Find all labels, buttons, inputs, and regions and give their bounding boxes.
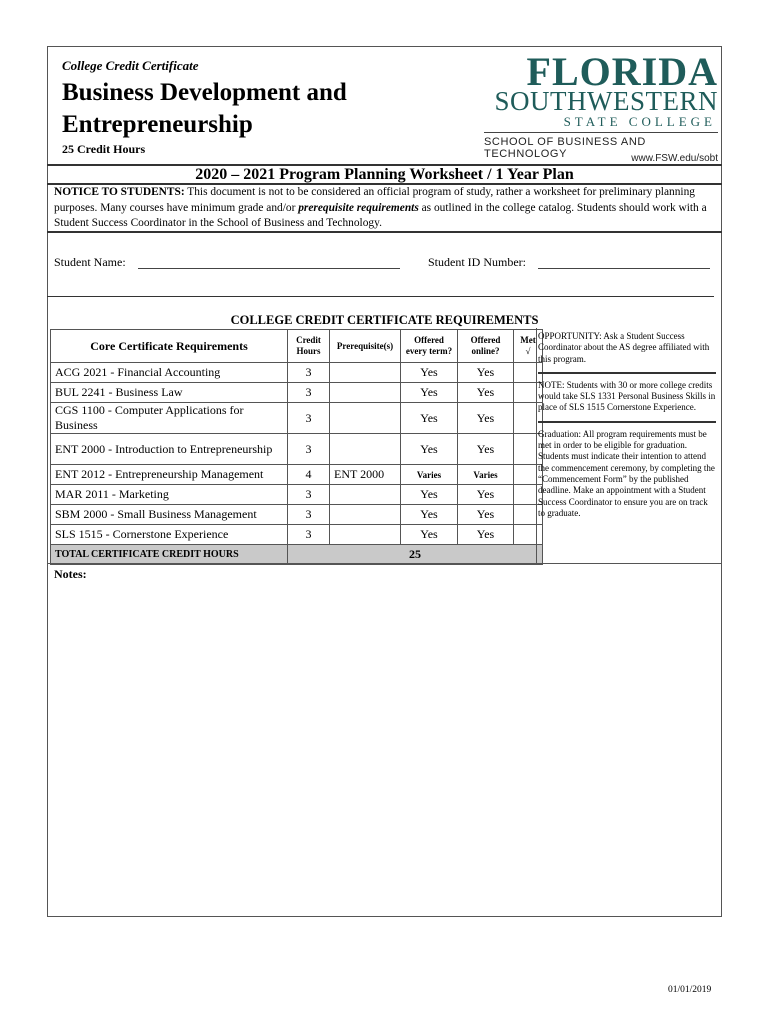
credits-cell: 3 xyxy=(288,383,330,403)
term-cell: Yes xyxy=(401,505,458,525)
footer-date: 01/01/2019 xyxy=(668,985,712,995)
credits-cell: 3 xyxy=(288,403,330,434)
header-core: Core Certificate Requirements xyxy=(51,330,288,363)
header-term: Offered every term? xyxy=(401,330,458,363)
logo-line3: STATE COLLEGE xyxy=(563,114,716,129)
notice-text1: This document is not to be considered an official program of study, rather a worksheet for preliminary planning purposes. Many courses have minimum grade and/or xyxy=(54,186,695,214)
notice-bottom-rule xyxy=(47,231,722,233)
program-title xyxy=(62,77,347,141)
table-row xyxy=(51,485,543,505)
online-cell: Yes xyxy=(458,403,514,434)
credits-cell: 3 xyxy=(288,434,330,465)
notice-label: NOTICE TO STUDENTS: xyxy=(54,186,185,198)
course-cell: SLS 1515 - Cornerstone Experience xyxy=(51,525,288,545)
opportunity-text: OPPORTUNITY: Ask a Student Success Coordinator about the AS degree affiliated with this program. xyxy=(538,331,710,364)
header-met-label: Met xyxy=(520,335,536,345)
online-cell: Yes xyxy=(458,525,514,545)
worksheet-title: 2020 – 2021 Program Planning Worksheet / 1 Year Plan xyxy=(195,166,574,183)
term-cell: Yes xyxy=(401,363,458,383)
requirements-rule xyxy=(47,296,714,297)
logo-line1: FLORIDA xyxy=(526,49,718,94)
term-cell: Yes xyxy=(401,403,458,434)
sidebar-divider xyxy=(538,421,716,423)
certificate-type: College Credit Certificate xyxy=(62,58,199,73)
checkmark-icon: √ xyxy=(525,346,531,356)
college-logo xyxy=(484,49,718,168)
student-id-field[interactable] xyxy=(538,268,710,269)
note-text: NOTE: Students with 30 or more college credits would take SLS 1331 Personal Business Skills in place of SLS 1515 Cornerstone Experience. xyxy=(538,379,716,413)
header-online: Offered online? xyxy=(458,330,514,363)
table-row xyxy=(51,465,543,485)
notice-emphasis: prerequisite requirements xyxy=(298,201,419,214)
sidebar-info xyxy=(538,331,716,519)
online-cell: Yes xyxy=(458,434,514,465)
credits-cell: 3 xyxy=(288,485,330,505)
prereq-cell xyxy=(330,363,401,383)
program-title-line1: Business Development and xyxy=(62,79,347,106)
program-title-line2: Entrepreneurship xyxy=(62,111,253,138)
logo-line2: SOUTHWESTERN xyxy=(494,86,718,116)
requirements-table xyxy=(50,329,543,565)
credit-hours: 25 Credit Hours xyxy=(62,142,146,156)
logo-school: SCHOOL OF BUSINESS AND TECHNOLOGY xyxy=(484,136,646,160)
table-row xyxy=(51,363,543,383)
table-row xyxy=(51,525,543,545)
header-credit: Credit Hours xyxy=(288,330,330,363)
total-row xyxy=(51,545,543,565)
table-header-row xyxy=(51,330,543,363)
term-cell: Yes xyxy=(401,525,458,545)
credits-cell: 4 xyxy=(288,465,330,485)
term-cell: Yes xyxy=(401,383,458,403)
prereq-cell xyxy=(330,525,401,545)
course-cell: ENT 2000 - Introduction to Entrepreneurship xyxy=(51,434,288,465)
prereq-cell xyxy=(330,383,401,403)
course-cell: SBM 2000 - Small Business Management xyxy=(51,505,288,525)
notice-text2: as outlined in the college catalog. Students should work with a Student Success Coordinator in the School of Business and Technology. xyxy=(54,201,707,229)
header-prereq: Prerequisite(s) xyxy=(330,330,401,363)
table-row xyxy=(51,434,543,465)
table-row xyxy=(51,505,543,525)
course-cell: ACG 2021 - Financial Accounting xyxy=(51,363,288,383)
term-cell: Yes xyxy=(401,485,458,505)
online-cell: Yes xyxy=(458,485,514,505)
credits-cell: 3 xyxy=(288,363,330,383)
prereq-cell xyxy=(330,485,401,505)
logo-url[interactable]: www.FSW.edu/sobt xyxy=(631,153,718,164)
student-name-field[interactable] xyxy=(138,268,400,269)
course-cell: MAR 2011 - Marketing xyxy=(51,485,288,505)
course-cell: CGS 1100 - Computer Applications for Business xyxy=(51,403,288,434)
term-cell: Varies xyxy=(401,465,458,485)
credits-cell: 3 xyxy=(288,525,330,545)
online-cell: Yes xyxy=(458,363,514,383)
requirements-heading: COLLEGE CREDIT CERTIFICATE REQUIREMENTS xyxy=(230,313,539,327)
course-cell: ENT 2012 - Entrepreneurship Management xyxy=(51,465,288,485)
prereq-cell: ENT 2000 xyxy=(330,465,401,485)
total-value: 25 xyxy=(288,545,543,565)
prereq-cell xyxy=(330,505,401,525)
table-row xyxy=(51,403,543,434)
graduation-text: Graduation: All program requirements must be met in order to be eligible for graduation. Students must indicate their intention to attend the commencement ceremony, by completing the “Commencement Form” by the published deadline. Make an appointment with a Student Success Coordinator to ensure you are on track to graduate. xyxy=(538,428,715,518)
notice-to-students xyxy=(54,185,718,232)
total-label: TOTAL CERTIFICATE CREDIT HOURS xyxy=(51,545,288,565)
notes-label: Notes: xyxy=(54,567,87,581)
prereq-cell xyxy=(330,434,401,465)
prereq-cell xyxy=(330,403,401,434)
term-cell: Yes xyxy=(401,434,458,465)
student-name-label: Student Name: xyxy=(54,255,126,269)
course-cell: BUL 2241 - Business Law xyxy=(51,383,288,403)
online-cell: Yes xyxy=(458,505,514,525)
credits-cell: 3 xyxy=(288,505,330,525)
notes-area[interactable] xyxy=(47,563,722,918)
online-cell: Yes xyxy=(458,383,514,403)
online-cell: Varies xyxy=(458,465,514,485)
sidebar-divider xyxy=(538,372,716,374)
table-row xyxy=(51,383,543,403)
logo-divider xyxy=(484,132,718,133)
student-id-label: Student ID Number: xyxy=(428,255,526,269)
